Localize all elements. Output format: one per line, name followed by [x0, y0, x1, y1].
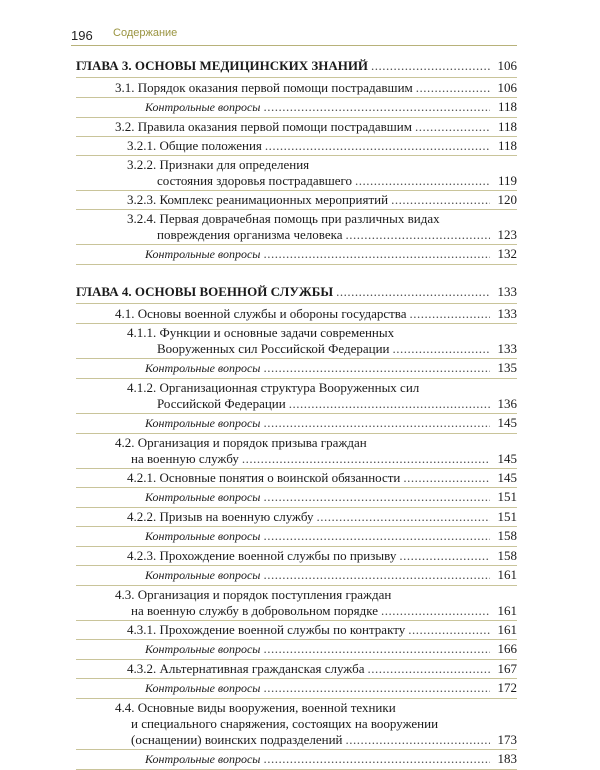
dot-leader	[416, 80, 490, 96]
toc-page-number: 106	[497, 58, 517, 73]
toc-entry-sub	[76, 470, 517, 486]
dot-leader	[289, 396, 490, 412]
toc-page-number: 106	[497, 80, 517, 95]
toc-page-number: 145	[497, 415, 517, 430]
dot-leader	[403, 470, 490, 486]
entry-divider	[76, 678, 517, 679]
toc-entry-title: (оснащении) воинских подразделений	[131, 732, 343, 747]
toc-entry-sub	[76, 622, 517, 638]
dot-leader	[263, 415, 490, 431]
toc-entry-title-line: 4.3. Организация и порядок поступления граждан	[115, 587, 392, 602]
toc-entry-title: Контрольные вопросы	[145, 490, 261, 504]
entry-divider	[76, 303, 517, 304]
toc-page-number: 151	[497, 509, 517, 524]
toc-page-number: 145	[497, 451, 517, 466]
toc-entry-section	[76, 306, 517, 322]
dot-leader	[336, 284, 490, 300]
toc-entry-title: Контрольные вопросы	[145, 642, 261, 656]
toc-page-number: 136	[497, 396, 517, 411]
toc-entry-title: 4.3.2. Альтернативная гражданская служба	[127, 661, 365, 676]
toc-entry-questions	[76, 360, 517, 376]
toc-entry-title-line: и специального снаряжения, состоящих на вооружении	[131, 716, 439, 731]
entry-divider	[76, 244, 517, 245]
toc-entry-section	[76, 435, 517, 467]
toc-page-number: 161	[497, 622, 517, 637]
dot-leader	[391, 192, 490, 208]
dot-leader	[410, 306, 490, 322]
toc-entry-chapter	[76, 58, 517, 74]
toc-entry-title-line: 3.2.4. Первая доврачебная помощь при различных видах	[127, 211, 440, 226]
entry-divider	[76, 378, 517, 379]
entry-divider	[76, 77, 517, 78]
toc-entry-section	[76, 700, 517, 748]
toc-page-number: 132	[497, 246, 517, 261]
section-label: Содержание	[113, 27, 178, 39]
toc-entry-title: 4.1. Основы военной службы и обороны государства	[115, 306, 407, 321]
toc-page-number: 133	[497, 306, 517, 321]
toc-page-number: 120	[497, 192, 517, 207]
entry-divider	[76, 209, 517, 210]
entry-divider	[76, 546, 517, 547]
toc-entry-title: 4.2.1. Основные понятия о воинской обязанности	[127, 470, 401, 485]
toc-page-number: 161	[497, 567, 517, 582]
toc-entry-title-line: 4.1.1. Функции и основные задачи современных	[127, 325, 395, 340]
toc-entry-questions	[76, 246, 517, 262]
dot-leader	[242, 451, 490, 467]
dot-leader	[263, 641, 490, 657]
toc-page-number: 151	[497, 489, 517, 504]
toc-entry-title: Контрольные вопросы	[145, 247, 261, 261]
dot-leader	[263, 99, 490, 115]
toc-entry-sub	[76, 138, 517, 154]
page-header	[0, 0, 600, 50]
toc-entry-sub	[76, 192, 517, 208]
toc-entry-questions	[76, 641, 517, 657]
toc-entry-section	[76, 119, 517, 135]
entry-divider	[76, 264, 517, 265]
toc-page-number: 173	[497, 732, 517, 747]
toc-entry-title: Контрольные вопросы	[145, 752, 261, 766]
toc-entry-sub	[76, 211, 517, 243]
entry-divider	[76, 698, 517, 699]
entry-divider	[76, 97, 517, 98]
toc-entry-title: Контрольные вопросы	[145, 568, 261, 582]
toc-entry-title: Контрольные вопросы	[145, 416, 261, 430]
toc-entry-title: Вооруженных сил Российской Федерации	[157, 341, 390, 356]
toc-page-number: 119	[497, 173, 517, 188]
entry-divider	[76, 155, 517, 156]
toc-entry-title: Контрольные вопросы	[145, 681, 261, 695]
entry-divider	[76, 639, 517, 640]
entry-divider	[76, 507, 517, 508]
toc-entry-title-line: 4.2. Организация и порядок призыва граждан	[115, 435, 367, 450]
toc-entry-sub	[76, 661, 517, 677]
toc-entry-sub	[76, 157, 517, 189]
toc-entry-title-line: 4.4. Основные виды вооружения, военной техники	[115, 700, 396, 715]
dot-leader	[399, 548, 490, 564]
toc-entry-chapter	[76, 284, 517, 300]
toc-entry-title: 3.2. Правила оказания первой помощи пострадавшим	[115, 119, 412, 134]
toc-entry-title: 3.2.3. Комплекс реанимационных мероприятий	[127, 192, 389, 207]
page-number: 196	[71, 28, 93, 43]
toc-page-number: 118	[497, 138, 517, 153]
toc-entry-title-line: 4.1.2. Организационная структура Вооруженных сил	[127, 380, 420, 395]
entry-divider	[76, 413, 517, 414]
toc-page-number: 118	[497, 119, 517, 134]
toc-entry-title: Контрольные вопросы	[145, 361, 261, 375]
toc-entry-questions	[76, 680, 517, 696]
toc-entry-title: 4.3.1. Прохождение военной службы по контракту	[127, 622, 406, 637]
toc-entry-questions	[76, 489, 517, 505]
dot-leader	[263, 680, 490, 696]
toc-page-number: 135	[497, 360, 517, 375]
entry-divider	[76, 433, 517, 434]
toc-page-number: 123	[497, 227, 517, 242]
toc-page-number: 133	[497, 284, 517, 299]
toc-entry-section	[76, 587, 517, 619]
toc-entry-title: Контрольные вопросы	[145, 100, 261, 114]
entry-divider	[76, 358, 517, 359]
dot-leader	[263, 489, 490, 505]
dot-leader	[367, 661, 490, 677]
dot-leader	[316, 509, 490, 525]
entry-divider	[76, 526, 517, 527]
dot-leader	[392, 341, 490, 357]
dot-leader	[355, 173, 490, 189]
toc-entry-title: 4.2.3. Прохождение военной службы по призыву	[127, 548, 397, 563]
dot-leader	[263, 360, 490, 376]
entry-divider	[76, 323, 517, 324]
toc-entry-questions	[76, 99, 517, 115]
toc-entry-title: Контрольные вопросы	[145, 529, 261, 543]
toc-page-number: 133	[497, 341, 517, 356]
toc-entry-title: 3.2.1. Общие положения	[127, 138, 262, 153]
toc-entry-title: ГЛАВА 3. ОСНОВЫ МЕДИЦИНСКИХ ЗНАНИЙ	[76, 58, 369, 73]
dot-leader	[408, 622, 490, 638]
toc-page-number: 172	[497, 680, 517, 695]
dot-leader	[265, 138, 490, 154]
toc-entry-title: на военную службу	[131, 451, 239, 466]
dot-leader	[263, 567, 490, 583]
toc-entry-title: ГЛАВА 4. ОСНОВЫ ВОЕННОЙ СЛУЖБЫ	[76, 284, 334, 299]
entry-divider	[76, 620, 517, 621]
toc-entry-questions	[76, 567, 517, 583]
toc-entry-title: на военную службу в добровольном порядке	[131, 603, 379, 618]
toc-entry-sub	[76, 380, 517, 412]
toc-entry-title: повреждения организма человека	[157, 227, 343, 242]
dot-leader	[415, 119, 490, 135]
toc-entry-sub	[76, 325, 517, 357]
entry-divider	[76, 468, 517, 469]
dot-leader	[263, 751, 490, 767]
toc-entry-title: 3.1. Порядок оказания первой помощи пострадавшим	[115, 80, 413, 95]
toc-page-number: 183	[497, 751, 517, 766]
dot-leader	[371, 58, 490, 74]
entry-divider	[76, 585, 517, 586]
toc-entry-questions	[76, 415, 517, 431]
toc-entry-section	[76, 80, 517, 96]
toc-page-number: 118	[497, 99, 517, 114]
dot-leader	[346, 732, 490, 748]
header-divider	[71, 45, 517, 46]
entry-divider	[76, 565, 517, 566]
toc-entry-sub	[76, 509, 517, 525]
entry-divider	[76, 659, 517, 660]
toc-page-number: 145	[497, 470, 517, 485]
toc-entry-title: 4.2.2. Призыв на военную службу	[127, 509, 314, 524]
dot-leader	[263, 528, 490, 544]
toc-entry-questions	[76, 751, 517, 767]
toc-entry-title-line: 3.2.2. Признаки для определения	[127, 157, 310, 172]
toc-page-number: 166	[497, 641, 517, 656]
toc-page-number: 158	[497, 528, 517, 543]
entry-divider	[76, 190, 517, 191]
toc-entry-title: Российской Федерации	[157, 396, 286, 411]
dot-leader	[346, 227, 490, 243]
toc-entry-title: состояния здоровья пострадавшего	[157, 173, 353, 188]
dot-leader	[263, 246, 490, 262]
toc-page-number: 158	[497, 548, 517, 563]
toc-entry-sub	[76, 548, 517, 564]
toc-page-number: 161	[497, 603, 517, 618]
toc-page-number: 167	[497, 661, 517, 676]
entry-divider	[76, 487, 517, 488]
toc-entry-questions	[76, 528, 517, 544]
entry-divider	[76, 117, 517, 118]
dot-leader	[381, 603, 490, 619]
entry-divider	[76, 136, 517, 137]
